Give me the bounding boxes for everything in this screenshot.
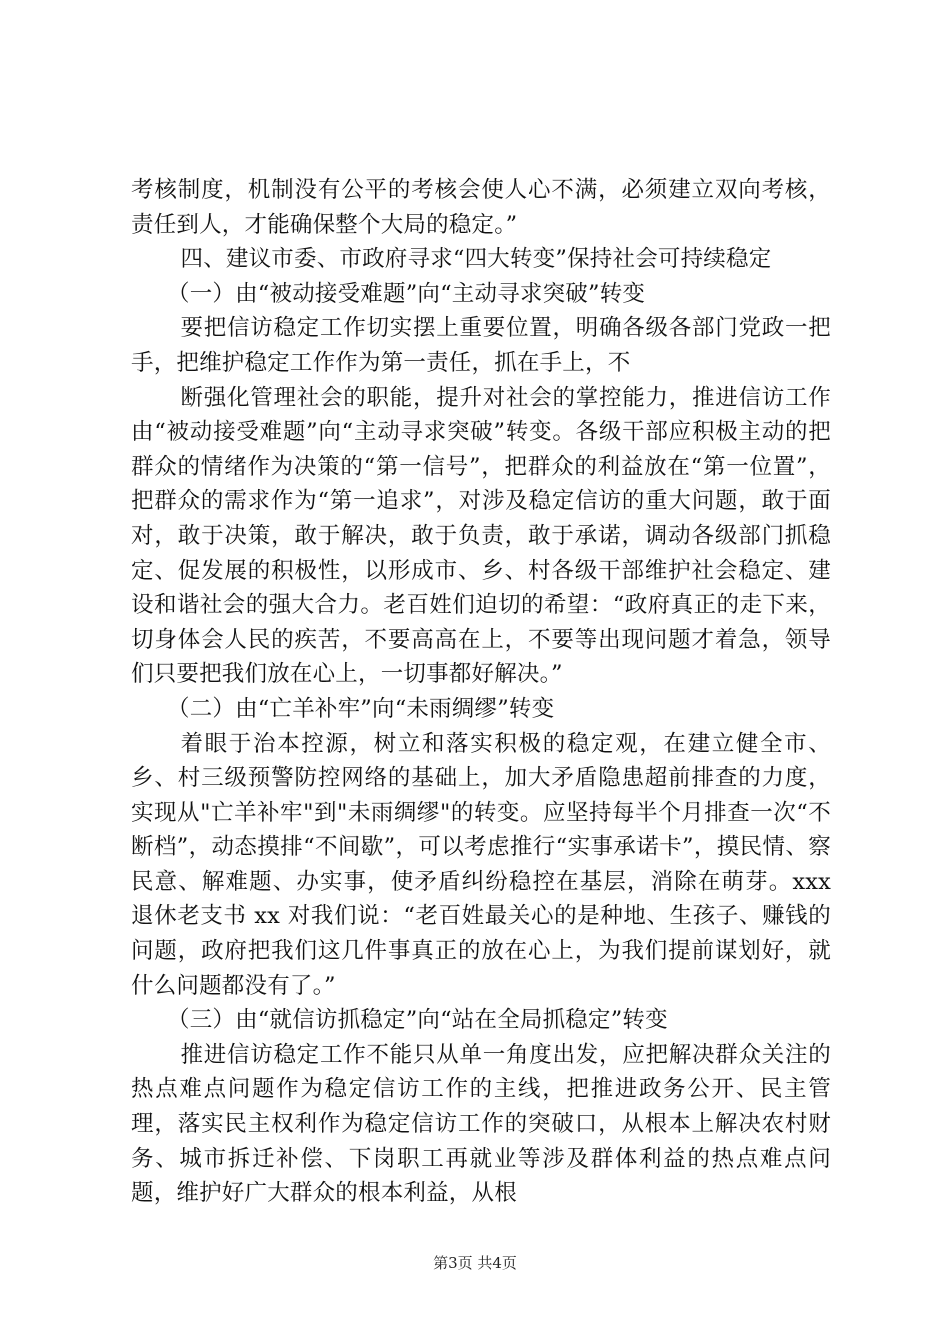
paragraph: 考核制度，机制没有公平的考核会使人心不满，必须建立双向考核，责任到人，才能确保整个大局的稳定。” bbox=[131, 177, 831, 238]
subsection-heading: （二）由“亡羊补牢”向“未雨绸缪”转变 bbox=[167, 695, 555, 722]
paragraph: 要把信访稳定工作切实摆上重要位置，明确各级各部门党政一把手，把维护稳定工作作为第一责任，抓在手上，不 bbox=[131, 315, 831, 376]
section-heading: 四、建议市委、市政府寻求“四大转变”保持社会可持续稳定 bbox=[180, 246, 772, 273]
paragraph: 着眼于治本控源，树立和落实积极的稳定观，在建立健全市、乡、村三级预警防控网络的基础上，加大矛盾隐患超前排查的力度，实现从"亡羊补牢"到"未雨绸缪"的转变。应坚持每半个月排查一次“不断档”，动态摸排“不间歇”，可以考虑推行“实事承诺卡”，摸民情、察民意、解难题、办实事，使矛盾纠纷稳控在基层，消除在萌芽。xxx 退休老支书 xx 对我们说：“老百姓最关心的是种地、生孩子、赚钱的问题，政府把我们这几件事真正的放在心上，为我们提前谋划好，就什么问题都没有了。” bbox=[131, 730, 831, 999]
subsection-heading: （三）由“就信访抓稳定”向“站在全局抓稳定”转变 bbox=[167, 1007, 668, 1034]
page-footer: 第3页 共4页 bbox=[433, 1254, 517, 1272]
document-body bbox=[131, 173, 831, 1211]
subsection-heading: （一）由“被动接受难题”向“主动寻求突破”转变 bbox=[167, 280, 646, 307]
paragraph: 断强化管理社会的职能，提升对社会的掌控能力，推进信访工作由“被动接受难题”向“主动寻求突破”转变。各级干部应积极主动的把群众的情绪作为决策的“第一信号”，把群众的利益放在“第一位置”，把群众的需求作为“第一追求”，对涉及稳定信访的重大问题，敢于面对，敢于决策，敢于解决，敢于负责，敢于承诺，调动各级部门抓稳定、促发展的积极性，以形成市、乡、村各级干部维护社会稳定、建设和谐社会的强大合力。老百姓们迫切的希望：“政府真正的走下来，切身体会人民的疾苦，不要高高在上，不要等出现问题才着急，领导们只要把我们放在心上，一切事都好解决。” bbox=[131, 384, 831, 688]
paragraph: 推进信访稳定工作不能只从单一角度出发，应把解决群众关注的热点难点问题作为稳定信访工作的主线，把推进政务公开、民主管理，落实民主权利作为稳定信访工作的突破口，从根本上解决农村财务、城市拆迁补偿、下岗职工再就业等涉及群体利益的热点难点问题，维护好广大群众的根本利益，从根 bbox=[131, 1041, 831, 1207]
